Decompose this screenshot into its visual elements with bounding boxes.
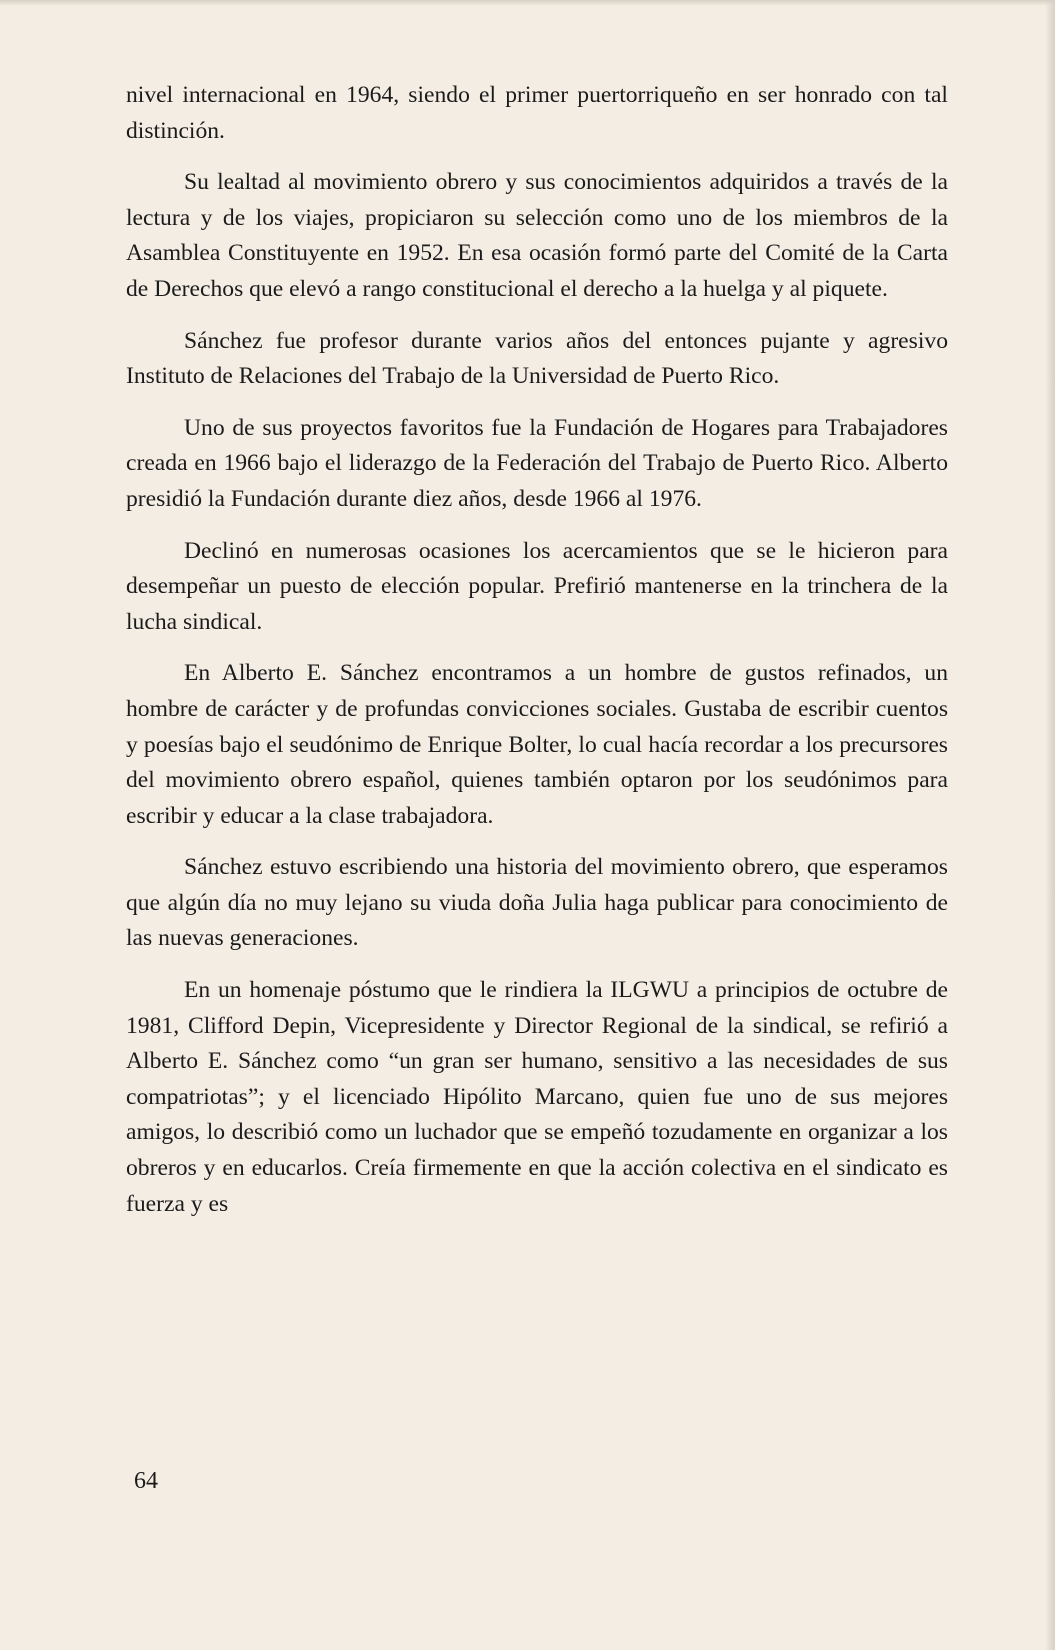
page-number: 64 bbox=[134, 1468, 158, 1494]
paragraph: Uno de sus proyectos favoritos fue la Fundación de Hogares para Trabajadores creada en 1966 bajo el liderazgo de la Federación del Trabajo de Puerto Rico. Alberto presidió la Fundación durante diez años, desde 1966 al 1976. bbox=[126, 414, 948, 512]
scan-edge-right bbox=[1045, 0, 1055, 1650]
paragraph: Sánchez estuvo escribiendo una historia del movimiento obrero, que esperamos que algún día no muy lejano su viuda doña Julia haga publicar para conocimiento de las nuevas generaciones. bbox=[126, 854, 948, 952]
paragraph: Sánchez fue profesor durante varios años del entonces pujante y agresivo Instituto de Relaciones del Trabajo de la Universidad de Puerto Rico. bbox=[126, 327, 948, 390]
paragraph: Su lealtad al movimiento obrero y sus conocimientos adquiridos a través de la lectura y de los viajes, propiciaron su selección como uno de los miembros de la Asamblea Constituyente en 1952. En esa ocasión formó parte del Comité de la Carta de Derechos que elevó a rango constitucional el derecho a la huelga y al piquete. bbox=[126, 169, 948, 302]
paragraph: En un homenaje póstumo que le rindiera la ILGWU a principios de octubre de 1981, Clifford Depin, Vicepresidente y Director Regional de la sindical, se refirió a Alberto E. Sánchez como “un gran ser humano, sensitivo a las necesidades de sus compatriotas”; y el licenciado Hipólito Marcano, quien fue uno de sus mejores amigos, lo describió como un luchador que se empeñó tozudamente en organizar a los obreros y en educarlos. Creía firmemente en que la acción colectiva en el sindicato es fuerza y es bbox=[126, 977, 948, 1217]
paragraph: En Alberto E. Sánchez encontramos a un hombre de gustos refinados, un hombre de carácter y de profundas convicciones sociales. Gustaba de escribir cuentos y poesías bajo el seudónimo de Enrique Bolter, lo cual hacía recordar a los precursores del movimiento obrero español, quienes también optaron por los seudónimos para escribir y educar a la clase trabajadora. bbox=[126, 660, 948, 829]
paragraph: Declinó en numerosas ocasiones los acercamientos que se le hicieron para desempeñar un puesto de elección popular. Prefirió mantenerse en la trinchera de la lucha sindical. bbox=[126, 537, 948, 635]
scan-edge-top bbox=[0, 0, 1055, 6]
paragraph-continuation: nivel internacional en 1964, siendo el primer puertorriqueño en ser honrado con tal distinción. bbox=[126, 82, 948, 144]
body-text bbox=[126, 78, 948, 1238]
